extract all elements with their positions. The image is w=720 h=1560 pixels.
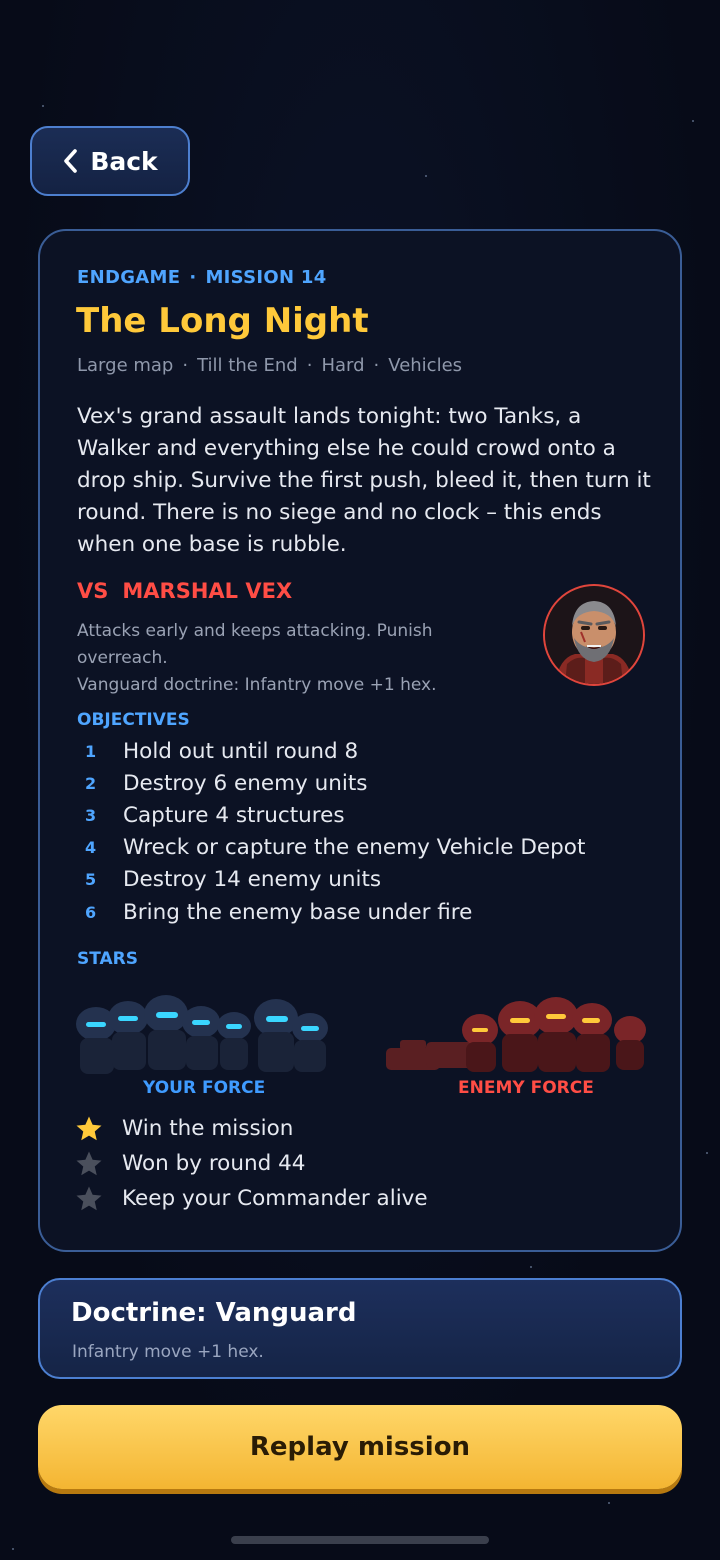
mission-title: The Long Night xyxy=(76,301,369,341)
background-star xyxy=(692,120,694,122)
star-goal-item xyxy=(74,1181,634,1216)
background-star xyxy=(608,1502,610,1504)
mission-number-label: MISSION 14 xyxy=(205,267,327,288)
mission-kicker xyxy=(77,267,327,288)
back-button[interactable] xyxy=(30,126,190,196)
opponent-behavior: Attacks early and keeps attacking. Punish overreach. xyxy=(77,621,433,668)
chevron-left-icon xyxy=(62,148,78,174)
objective-item xyxy=(77,864,657,896)
your-force-label: YOUR FORCE xyxy=(143,1078,266,1098)
tag-map-size: Large map xyxy=(77,355,174,376)
tag-difficulty: Hard xyxy=(321,355,365,376)
objectives-heading: OBJECTIVES xyxy=(77,710,190,730)
mission-description: Vex's grand assault lands tonight: two Tanks, a Walker and everything else he could crowd onto a drop ship. Survive the first push, bleed it, then turn it round. There is no siege and no clock – this ends when one base is rubble. xyxy=(77,404,651,557)
objective-item xyxy=(77,767,657,799)
tag-mode: Till the End xyxy=(197,355,298,376)
enemy-force-label: ENEMY FORCE xyxy=(458,1078,594,1098)
your-force-illustration xyxy=(68,986,358,1086)
star-empty-icon xyxy=(74,1149,122,1179)
star-goal-text: Won by round 44 xyxy=(122,1151,306,1176)
opponent-info xyxy=(77,618,507,699)
star-goal-text: Keep your Commander alive xyxy=(122,1186,428,1211)
chapter-label: ENDGAME xyxy=(77,267,181,288)
doctrine-subtitle: Infantry move +1 hex. xyxy=(72,1342,264,1362)
home-indicator[interactable] xyxy=(231,1536,489,1544)
objective-number: 1 xyxy=(85,741,97,761)
star-empty-icon xyxy=(74,1184,122,1214)
stars-heading: STARS xyxy=(77,949,139,969)
objective-item xyxy=(77,896,657,928)
objective-number: 5 xyxy=(85,870,97,890)
mission-tags xyxy=(77,355,462,376)
star-goal-item xyxy=(74,1146,634,1181)
doctrine-title: Doctrine: Vanguard xyxy=(71,1298,357,1328)
objective-text: Destroy 14 enemy units xyxy=(123,867,382,893)
objective-number: 2 xyxy=(85,773,97,793)
opponent-doctrine-note: Vanguard doctrine: Infantry move +1 hex. xyxy=(77,675,437,695)
back-label: Back xyxy=(90,146,158,176)
star-goals-list xyxy=(74,1111,634,1216)
objective-item xyxy=(77,735,657,767)
objective-number: 6 xyxy=(85,902,97,922)
objective-text: Wreck or capture the enemy Vehicle Depot xyxy=(123,835,586,861)
background-star xyxy=(706,1152,708,1154)
mission-card xyxy=(38,229,682,1252)
star-goal-item xyxy=(74,1111,634,1146)
opponent-avatar xyxy=(543,584,645,686)
background-star xyxy=(425,175,427,177)
tag-units: Vehicles xyxy=(388,355,463,376)
star-goal-text: Win the mission xyxy=(122,1116,294,1141)
replay-mission-button[interactable] xyxy=(38,1405,682,1489)
tag-separator: · xyxy=(182,355,189,376)
vs-label: VS xyxy=(77,579,109,603)
background-star xyxy=(530,1266,532,1268)
tag-separator: · xyxy=(306,355,313,376)
doctrine-panel[interactable] xyxy=(38,1278,682,1379)
objective-item xyxy=(77,832,657,864)
background-star xyxy=(12,1548,14,1550)
objective-text: Destroy 6 enemy units xyxy=(123,770,368,796)
opponent-name: MARSHAL VEX xyxy=(122,579,293,603)
objectives-list xyxy=(77,735,657,928)
objective-text: Capture 4 structures xyxy=(123,802,345,828)
objective-number: 4 xyxy=(85,838,97,858)
background-star xyxy=(42,105,44,107)
opponent-heading xyxy=(77,579,292,603)
kicker-separator: · xyxy=(189,267,197,288)
objective-item xyxy=(77,799,657,831)
tag-separator: · xyxy=(373,355,380,376)
star-filled-icon xyxy=(74,1114,122,1144)
enemy-force-illustration xyxy=(380,986,670,1086)
replay-mission-label: Replay mission xyxy=(249,1432,471,1462)
objective-number: 3 xyxy=(85,805,97,825)
objective-text: Bring the enemy base under fire xyxy=(123,899,473,925)
objective-text: Hold out until round 8 xyxy=(123,738,359,764)
